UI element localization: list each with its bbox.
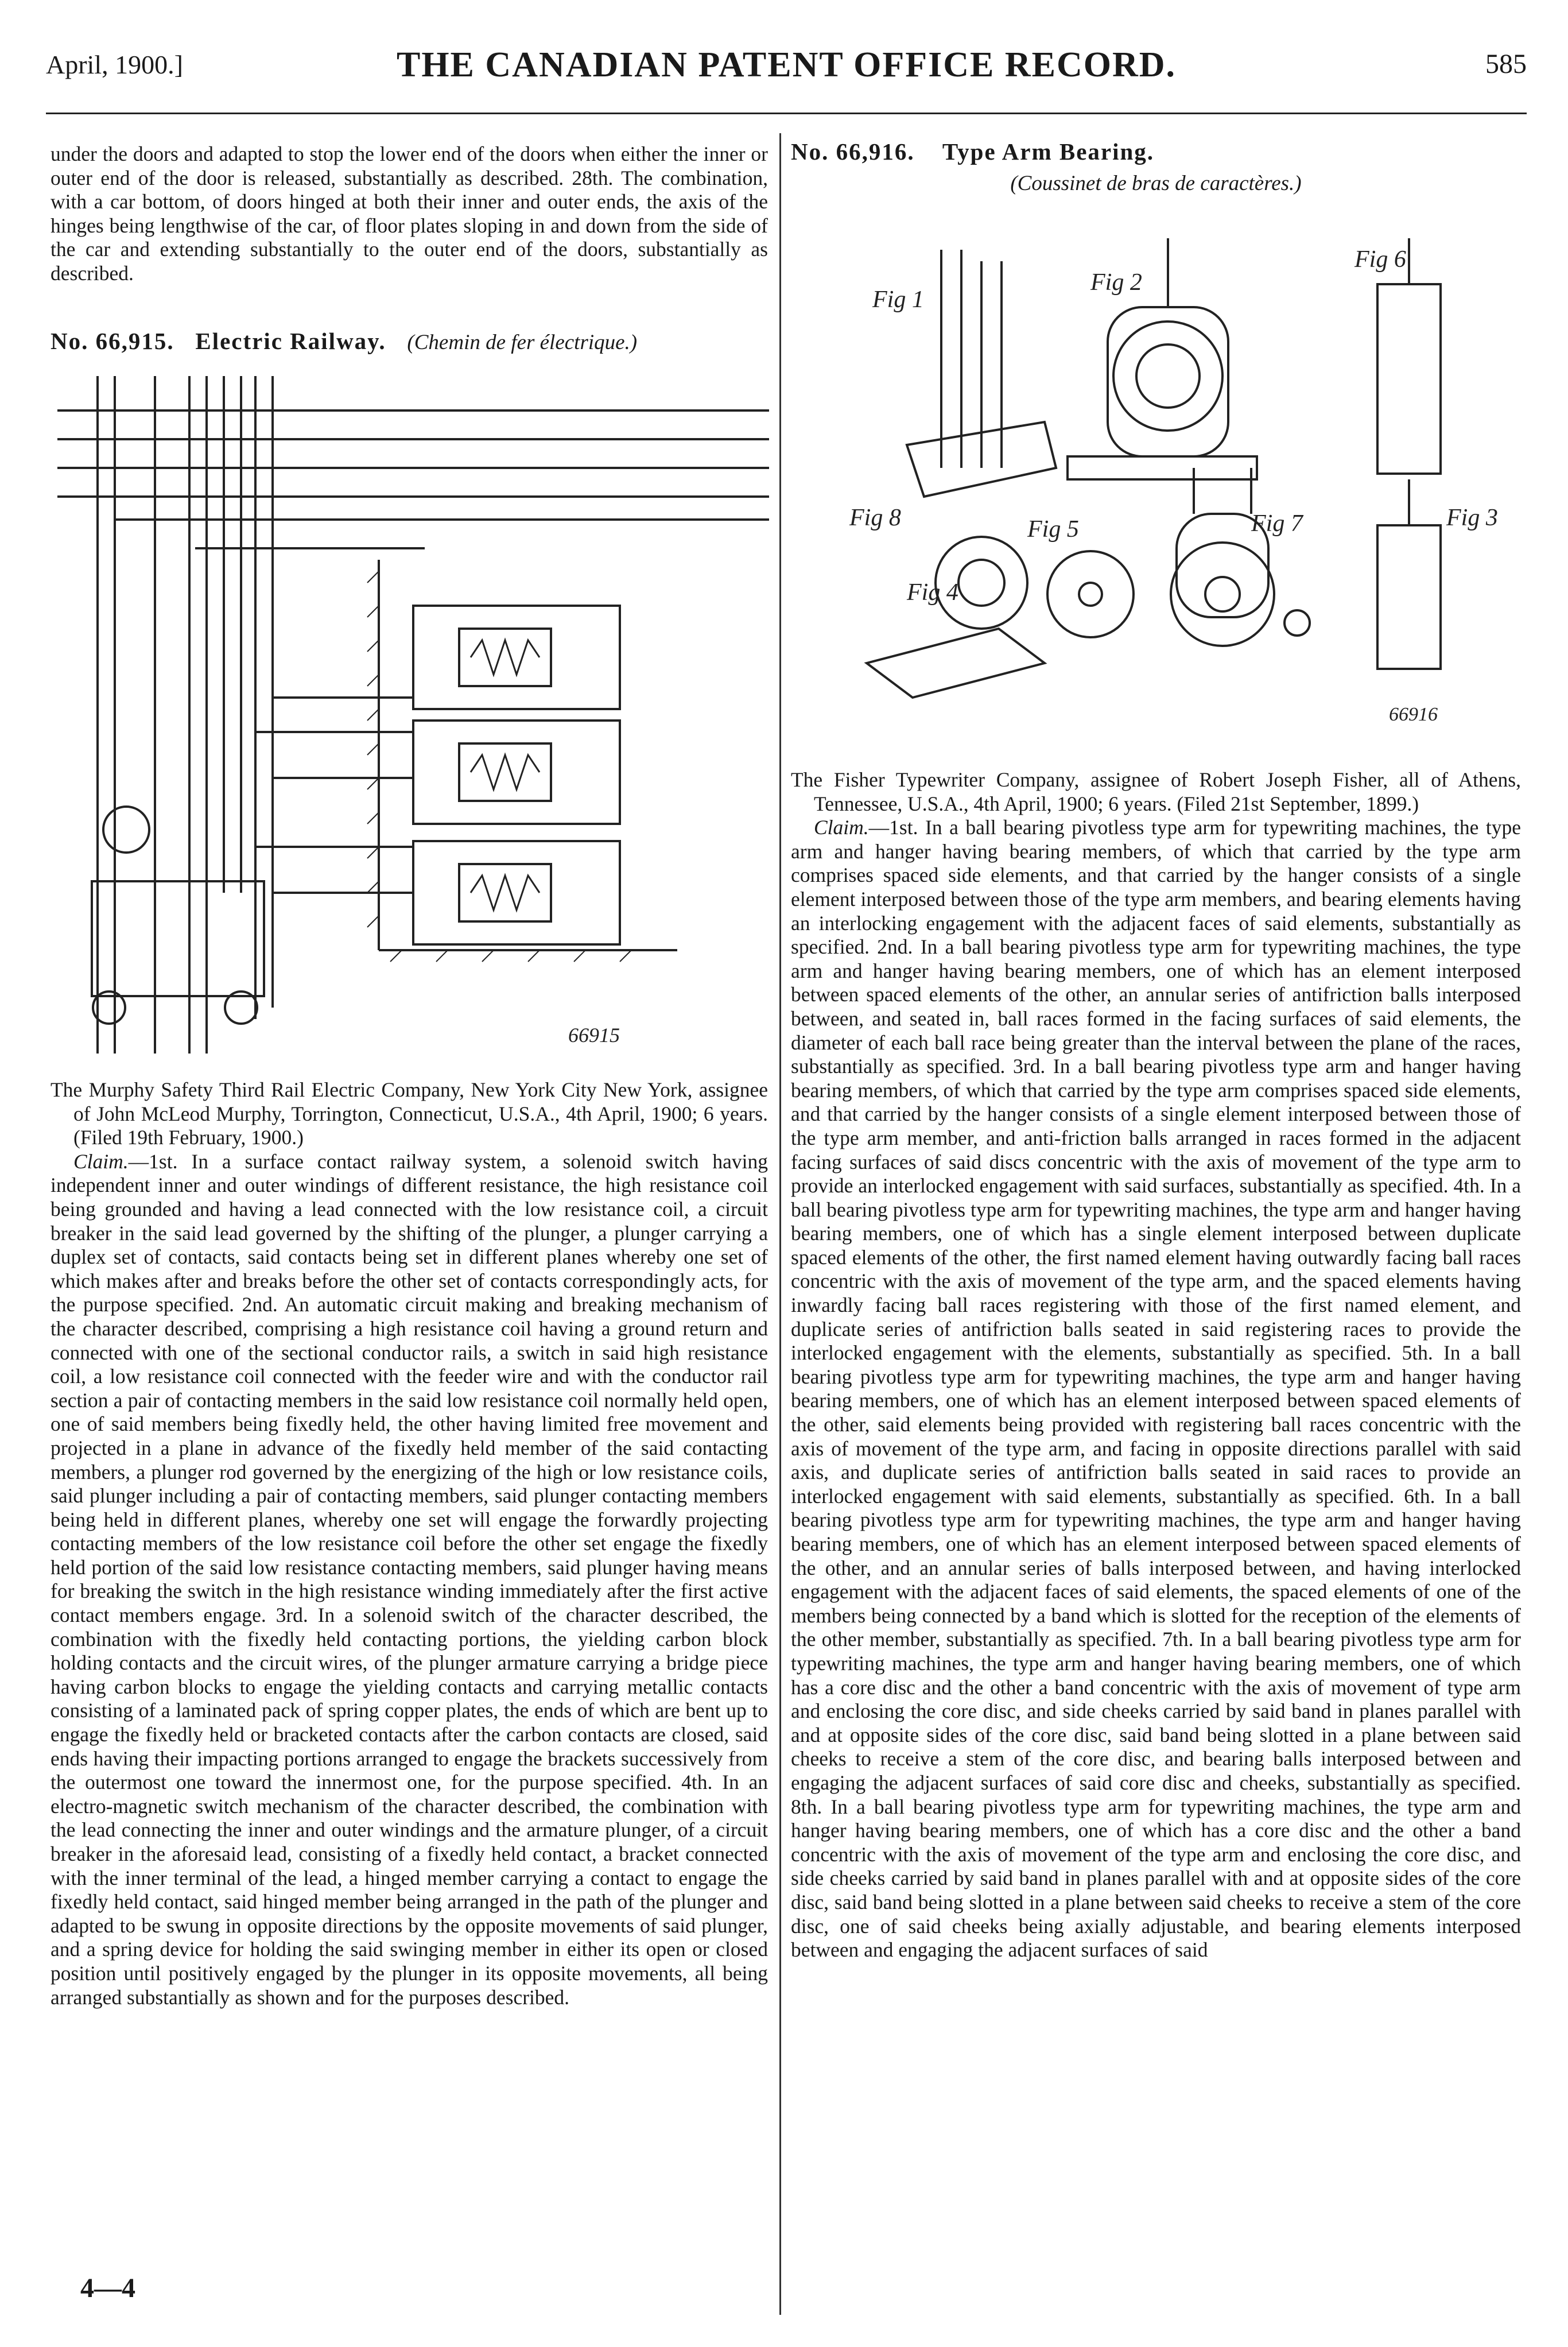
patent-heading-66915 (51, 327, 637, 355)
fig-label: Fig 2 (1090, 269, 1142, 296)
fig-label: Fig 7 (1251, 510, 1303, 537)
electric-railway-drawing (57, 376, 769, 1071)
patent-number: No. 66,915. (51, 328, 174, 354)
assignee-66915: The Murphy Safety Third Rail Electric Company, New York City New York, assignee of John McLeod Murphy, Torrington, Connecticut, U.S.A., 4th April, 1900; 6 years. (Filed 19th February, 1900.) (51, 1078, 768, 1149)
header-rule (46, 113, 1527, 114)
fig-label: Fig 1 (872, 286, 924, 313)
figure-label-66915: 66915 (568, 1024, 620, 1047)
claims-text-66916: —1st. In a ball bearing pivotless type arm for typewriting machines, the type arm and hanger having bearing members, of which that carried by the type arm comprises spaced side elements, and that carried by the hanger consists of a single element interposed between those of the type arm members, and bearing elements having an interlocking engagement with the adjacent faces of said elements, substantially as specified. 2nd. In a ball bearing pivotless type arm for typewriting machines, the type arm and hanger having bearing members, one of which has an element interposed between spaced elements of the other, an annular series of antifriction balls interposed between, and seated in, ball races formed in the facing surfaces of said elements, the diameter of each ball race being greater than the interval between the plane of the races, substantially as specified. 3rd. In a ball bearing pivotless type arm and hanger having bearing members, of which that carried by the type arm comprises spaced side elements, and that carried by the hanger consists of a single element interposed between those of the type arm member, and anti-friction balls arranged in races formed in the adjacent facing surfaces of said discs concentric with the axis of movement of the type arm to provide an interlocked engagement with said surfaces, substantially as specified. 4th. In a ball bearing pivotless type arm for typewriting machines, the type arm and hanger having bearing members, one of which has a single element interposed between duplicate spaced elements of the other, the first named element having outwardly facing ball races concentric with the axis of movement of the type arm, and the spaced elements having inwardly facing ball races registering with those of the first named element, and duplicate series of antifriction balls seated in said registering races to provide the interlocked engagement with the elements, substantially as specified. 5th. In a ball bearing pivotless type arm for typewriting machines, the type arm and hanger having bearing members, one of which has an element interposed between spaced elements of the other, said elements being provided with registering ball races concentric with the axis of movement of the type arm, and facing in opposite directions parallel with said axis, and duplicate series of antifriction balls seated in said races to provide an interlocked engagement with said elements, substantially as specified. 6th. In a ball bearing pivotless type arm for typewriting machines, the type arm and hanger having bearing members, one of which has an element interposed between spaced elements of the other, and an annular series of balls interposed between, and having interlocked engagement with the adjacent faces of said elements, the spaced elements of one of the members being connected by a band which is slotted for the reception of the elements of the other member, substantially as specified. 7th. In a ball bearing pivotless type arm for typewriting machines, the type arm and hanger having bearing members, one of which has a core disc and the other a band concentric with the axis of movement of type arm and enclosing the core disc, and side cheeks carried by said band in planes parallel with and at opposite sides of the core disc, said band being slotted in a plane between said cheeks to receive a stem of the core disc, and bearing balls interposed between and engaging the adjacent surfaces of said core disc and cheeks, substantially as specified. 8th. In a ball bearing pivotless type arm for typewriting machines, the type arm and hanger having bearing members, one of which has a core disc and the other a band concentric with the axis of movement of the type arm and enclosing the core disc, and side cheeks carried by said band in planes parallel with and at opposite sides of the core disc, said band being slotted in a plane between said cheeks to receive a stem of the core disc, one of said cheeks being axially adjustable, and bearing elements interposed between and engaging the adjacent surfaces of said (791, 816, 1521, 1962)
patent-heading-66916 (791, 138, 1154, 165)
assignee-66916: The Fisher Typewriter Company, assignee of Robert Joseph Fisher, all of Athens, Tennessee, U.S.A., 4th April, 1900; 6 years. (Filed 21st September, 1899.) (791, 768, 1521, 815)
signature-mark: 4—4 (80, 2273, 135, 2303)
type-arm-bearing-drawing (838, 227, 1515, 732)
claim-lead: Claim. (814, 816, 869, 839)
left-continuation (51, 142, 768, 286)
page-header (46, 45, 1527, 91)
header-date: April, 1900.] (46, 50, 183, 79)
column-divider (779, 133, 781, 2315)
fig-label: Fig 8 (849, 505, 901, 531)
patent-title-fr: (Chemin de fer électrique.) (407, 331, 638, 354)
claim-lead: Claim. (73, 1149, 129, 1173)
figure-label-66916: 66916 (1389, 704, 1438, 725)
page-number: 585 (1485, 49, 1527, 79)
patent-title: Electric Railway. (195, 328, 386, 354)
claims-text-66915: —1st. In a surface contact railway system, a solenoid switch having independent inner and outer windings of different resistance, the high resistance coil being grounded and having a lead connected with the low resistance coil, a circuit breaker in the said lead governed by the shifting of the plunger, a plunger carrying a duplex set of contacts, said contacts being set in different planes whereby one set of which makes after and breaks before the other set of contacts correspondingly acts, for the purpose specified. 2nd. An automatic circuit making and breaking mechanism of the character described, comprising a high resistance coil having a ground return and connected with one of the sectional conductor rails, a switch in said high resistance coil, a low resistance coil connected with the feeder wire and with the conductor rail section a pair of contacting members in the said low resistance coil normally held open, one of said members being fixedly held, the other having limited free movement and projected in a plane in advance of the fixedly held member of the said contacting members, a plunger rod governed by the energizing of the high or low resistance coils, said plunger including a pair of contacting members, said plunger contacting members being held in different planes, whereby one set will engage the forwardly projecting contacting members of the low resistance coil before the other set engage the fixedly held portion of the said low resistance contacting members, said plunger having means for breaking the switch in the high resistance winding immediately after the first active contact members engage. 3rd. In a solenoid switch of the character described, the combination with the fixedly held contacting portions, the yielding carbon block holding contacts and the circuit wires, of the plunger armature carrying a bridge piece having carbon blocks to engage the yielding contacts and carrying metallic contacts consisting of a laminated pack of spring copper plates, the ends of which are bent up to engage the fixedly held or bracketed contacts after the carbon contacts are closed, said ends having their impacting portions arranged to engage the brackets successively from the outermost one toward the innermost one, for the purpose specified. 4th. In an electro-magnetic switch mechanism of the character described, the combination with the lead connecting the inner and outer windings and the armature plunger, of a circuit breaker in the aforesaid lead, consisting of a fixedly held contact, a bracket connected with the inner terminal of the lead, a hinged member carrying a contact to engage the fixedly held contact, said hinged member being arranged in the path of the plunger and adapted to be swung in opposite directions by the opposite movements of said plunger, and a spring device for holding the said swinging member in either its open or closed position until positively engaged by the plunger in its opposite movements, all being arranged substantially as shown and for the purposes described. (51, 1149, 768, 2009)
fig-label: Fig 6 (1354, 246, 1406, 273)
continuation-text: under the doors and adapted to stop the lower end of the doors when either the inner or outer end of the door is released, substantially as described. 28th. The combination, with a car bottom, of doors hinged at both their inner and outer ends, the axis of the hinges being lengthwise of the car, of floor plates sloping in and down from the side of the car and extending substantially to the outer end of the doors, substantially as described. (51, 142, 768, 285)
right-patent-body (791, 768, 1521, 1962)
patent-title: Type Arm Bearing. (942, 138, 1155, 165)
claims-66916 (791, 816, 1521, 1962)
fig-label: Fig 5 (1027, 516, 1079, 543)
fig-label: Fig 4 (907, 579, 958, 606)
patent-title-fr: (Coussinet de bras de caractères.) (1010, 172, 1302, 195)
claims-66915 (51, 1150, 768, 2009)
patent-number: No. 66,916. (791, 138, 915, 165)
header-title: THE CANADIAN PATENT OFFICE RECORD. (396, 45, 1177, 84)
fig-label: Fig 3 (1446, 505, 1498, 531)
left-patent-body (51, 1078, 768, 2009)
